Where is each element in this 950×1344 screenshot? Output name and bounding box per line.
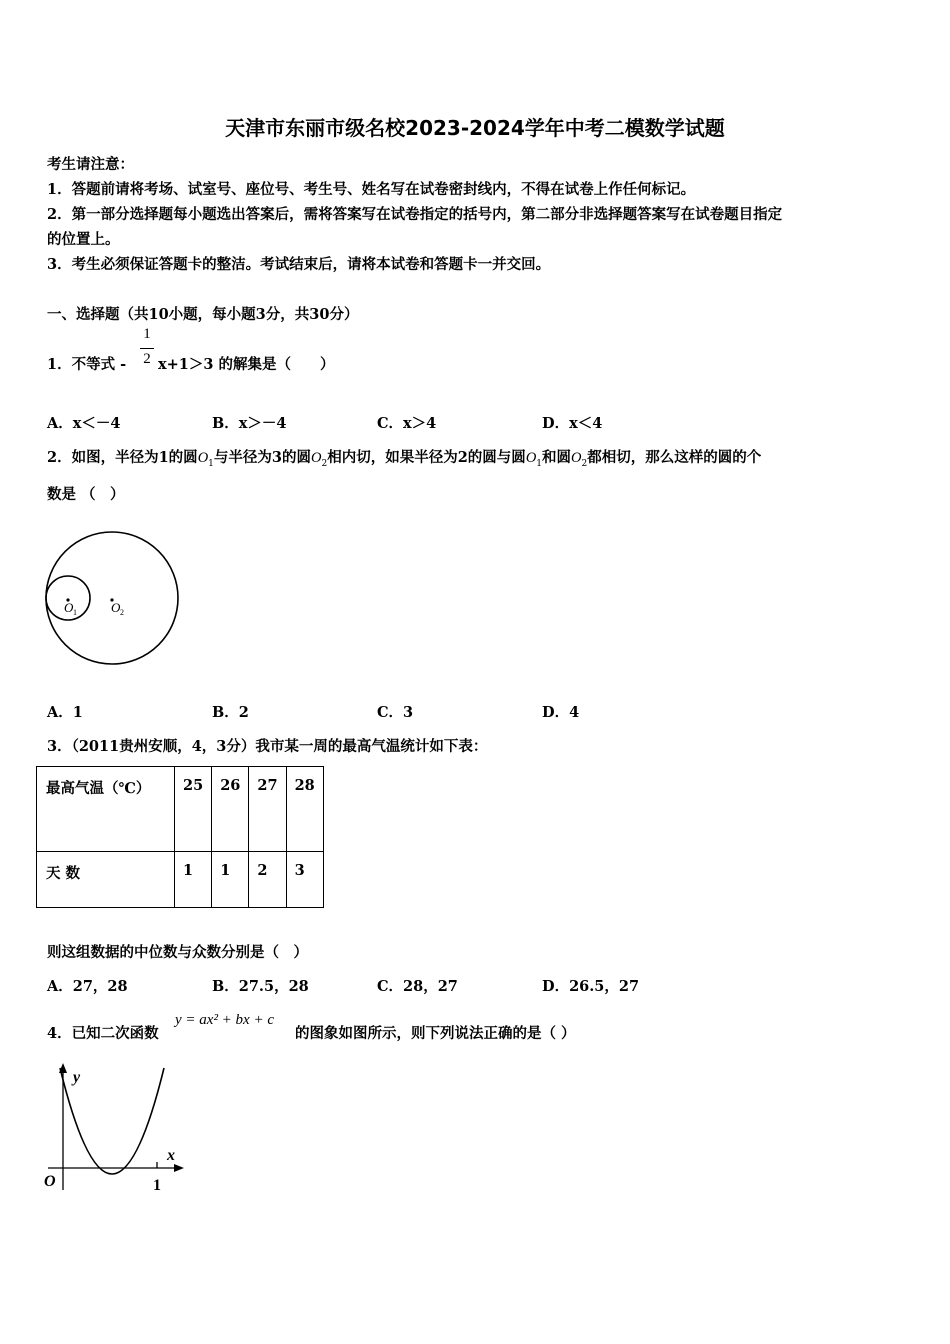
notice-item-1: 1．答题前请将考场、试室号、座位号、考生号、姓名写在试卷密封线内，不得在试卷上作任何标记。 [47, 181, 696, 198]
q1-option-b[interactable]: B．x＞－4 [212, 415, 287, 432]
table-cell: 27 [249, 767, 286, 852]
label-o2: O [111, 600, 121, 615]
q1-fraction-denominator: 2 [143, 351, 151, 367]
q2-option-d[interactable]: D．4 [542, 704, 580, 721]
table-cell: 2 [249, 852, 286, 908]
table-cell: 25 [175, 767, 212, 852]
q3-question: 则这组数据的中位数与众数分别是（ ） [47, 944, 308, 961]
q1-suffix: x+1＞3 的解集是（ ） [158, 356, 335, 373]
q4-parabola-figure [40, 1060, 190, 1200]
q2-stem-line2: 数是 （ ） [47, 486, 125, 503]
table-header-temperature: 最高气温（℃） [37, 767, 175, 852]
q2-option-a[interactable]: A．1 [47, 704, 83, 721]
q4-prefix: 4．已知二次函数 [47, 1025, 159, 1042]
q4-suffix: 的图象如图所示，则下列说法正确的是（ ） [295, 1025, 576, 1042]
notice-item-2-cont: 的位置上。 [47, 231, 120, 248]
page-title: 天津市东丽市级名校2023-2024学年中考二模数学试题 [225, 116, 725, 140]
table-cell: 26 [212, 767, 249, 852]
q1-fraction-numerator: 1 [143, 326, 151, 342]
q3-option-c[interactable]: C．28，27 [377, 978, 458, 995]
q4-formula: y = ax² + bx + c [175, 1012, 274, 1028]
table-cell: 28 [286, 767, 323, 852]
q1-option-c[interactable]: C．x＞4 [377, 415, 437, 432]
q3-option-a[interactable]: A．27，28 [47, 978, 128, 995]
notice-item-3: 3．考生必须保证答题卡的整洁。考试结束后，请将本试卷和答题卡一并交回。 [47, 256, 551, 273]
q1-option-d[interactable]: D．x＜4 [542, 415, 603, 432]
label-origin: O [44, 1173, 56, 1190]
q1-fraction-bar [140, 348, 154, 349]
label-o1: O [64, 600, 74, 615]
table-cell: 1 [175, 852, 212, 908]
q2-option-b[interactable]: B．2 [212, 704, 249, 721]
notice-heading: 考生请注意： [47, 156, 134, 173]
table-row [37, 767, 324, 852]
x-axis-arrow [174, 1164, 184, 1172]
label-y: y [73, 1069, 81, 1086]
q3-option-b[interactable]: B．27.5，28 [212, 978, 309, 995]
circle-o2 [46, 532, 178, 664]
label-x: x [167, 1147, 175, 1164]
q3-option-d[interactable]: D．26.5，27 [542, 978, 640, 995]
label-o1-sub: 1 [73, 608, 77, 617]
q1-prefix: 1．不等式 - [47, 356, 127, 373]
label-o2-sub: 2 [120, 608, 124, 617]
q2-circles-figure [40, 526, 185, 671]
q1-option-a[interactable]: A．x＜－4 [47, 415, 121, 432]
table-row [37, 852, 324, 908]
table-cell: 3 [286, 852, 323, 908]
table-cell: 1 [212, 852, 249, 908]
label-one: 1 [153, 1177, 161, 1194]
q2-stem-line1: 2．如图，半径为1的圆$O_1$与半径为3的圆$O_2$相内切，如果半径为2的圆与圆$O_1$和圆$O_2$都相切，那么这样的圆的个 [47, 449, 762, 469]
q3-temperature-table [36, 766, 324, 908]
notice-item-2: 2．第一部分选择题每小题选出答案后，需将答案写在试卷指定的括号内，第二部分非选择题答案写在试卷题目指定 [47, 206, 783, 223]
section-heading: 一、选择题（共10小题，每小题3分，共30分） [47, 306, 359, 323]
table-header-days: 天 数 [37, 852, 175, 908]
q3-stem: 3．（2011贵州安顺，4，3分）我市某一周的最高气温统计如下表： [47, 738, 488, 755]
q2-option-c[interactable]: C．3 [377, 704, 414, 721]
